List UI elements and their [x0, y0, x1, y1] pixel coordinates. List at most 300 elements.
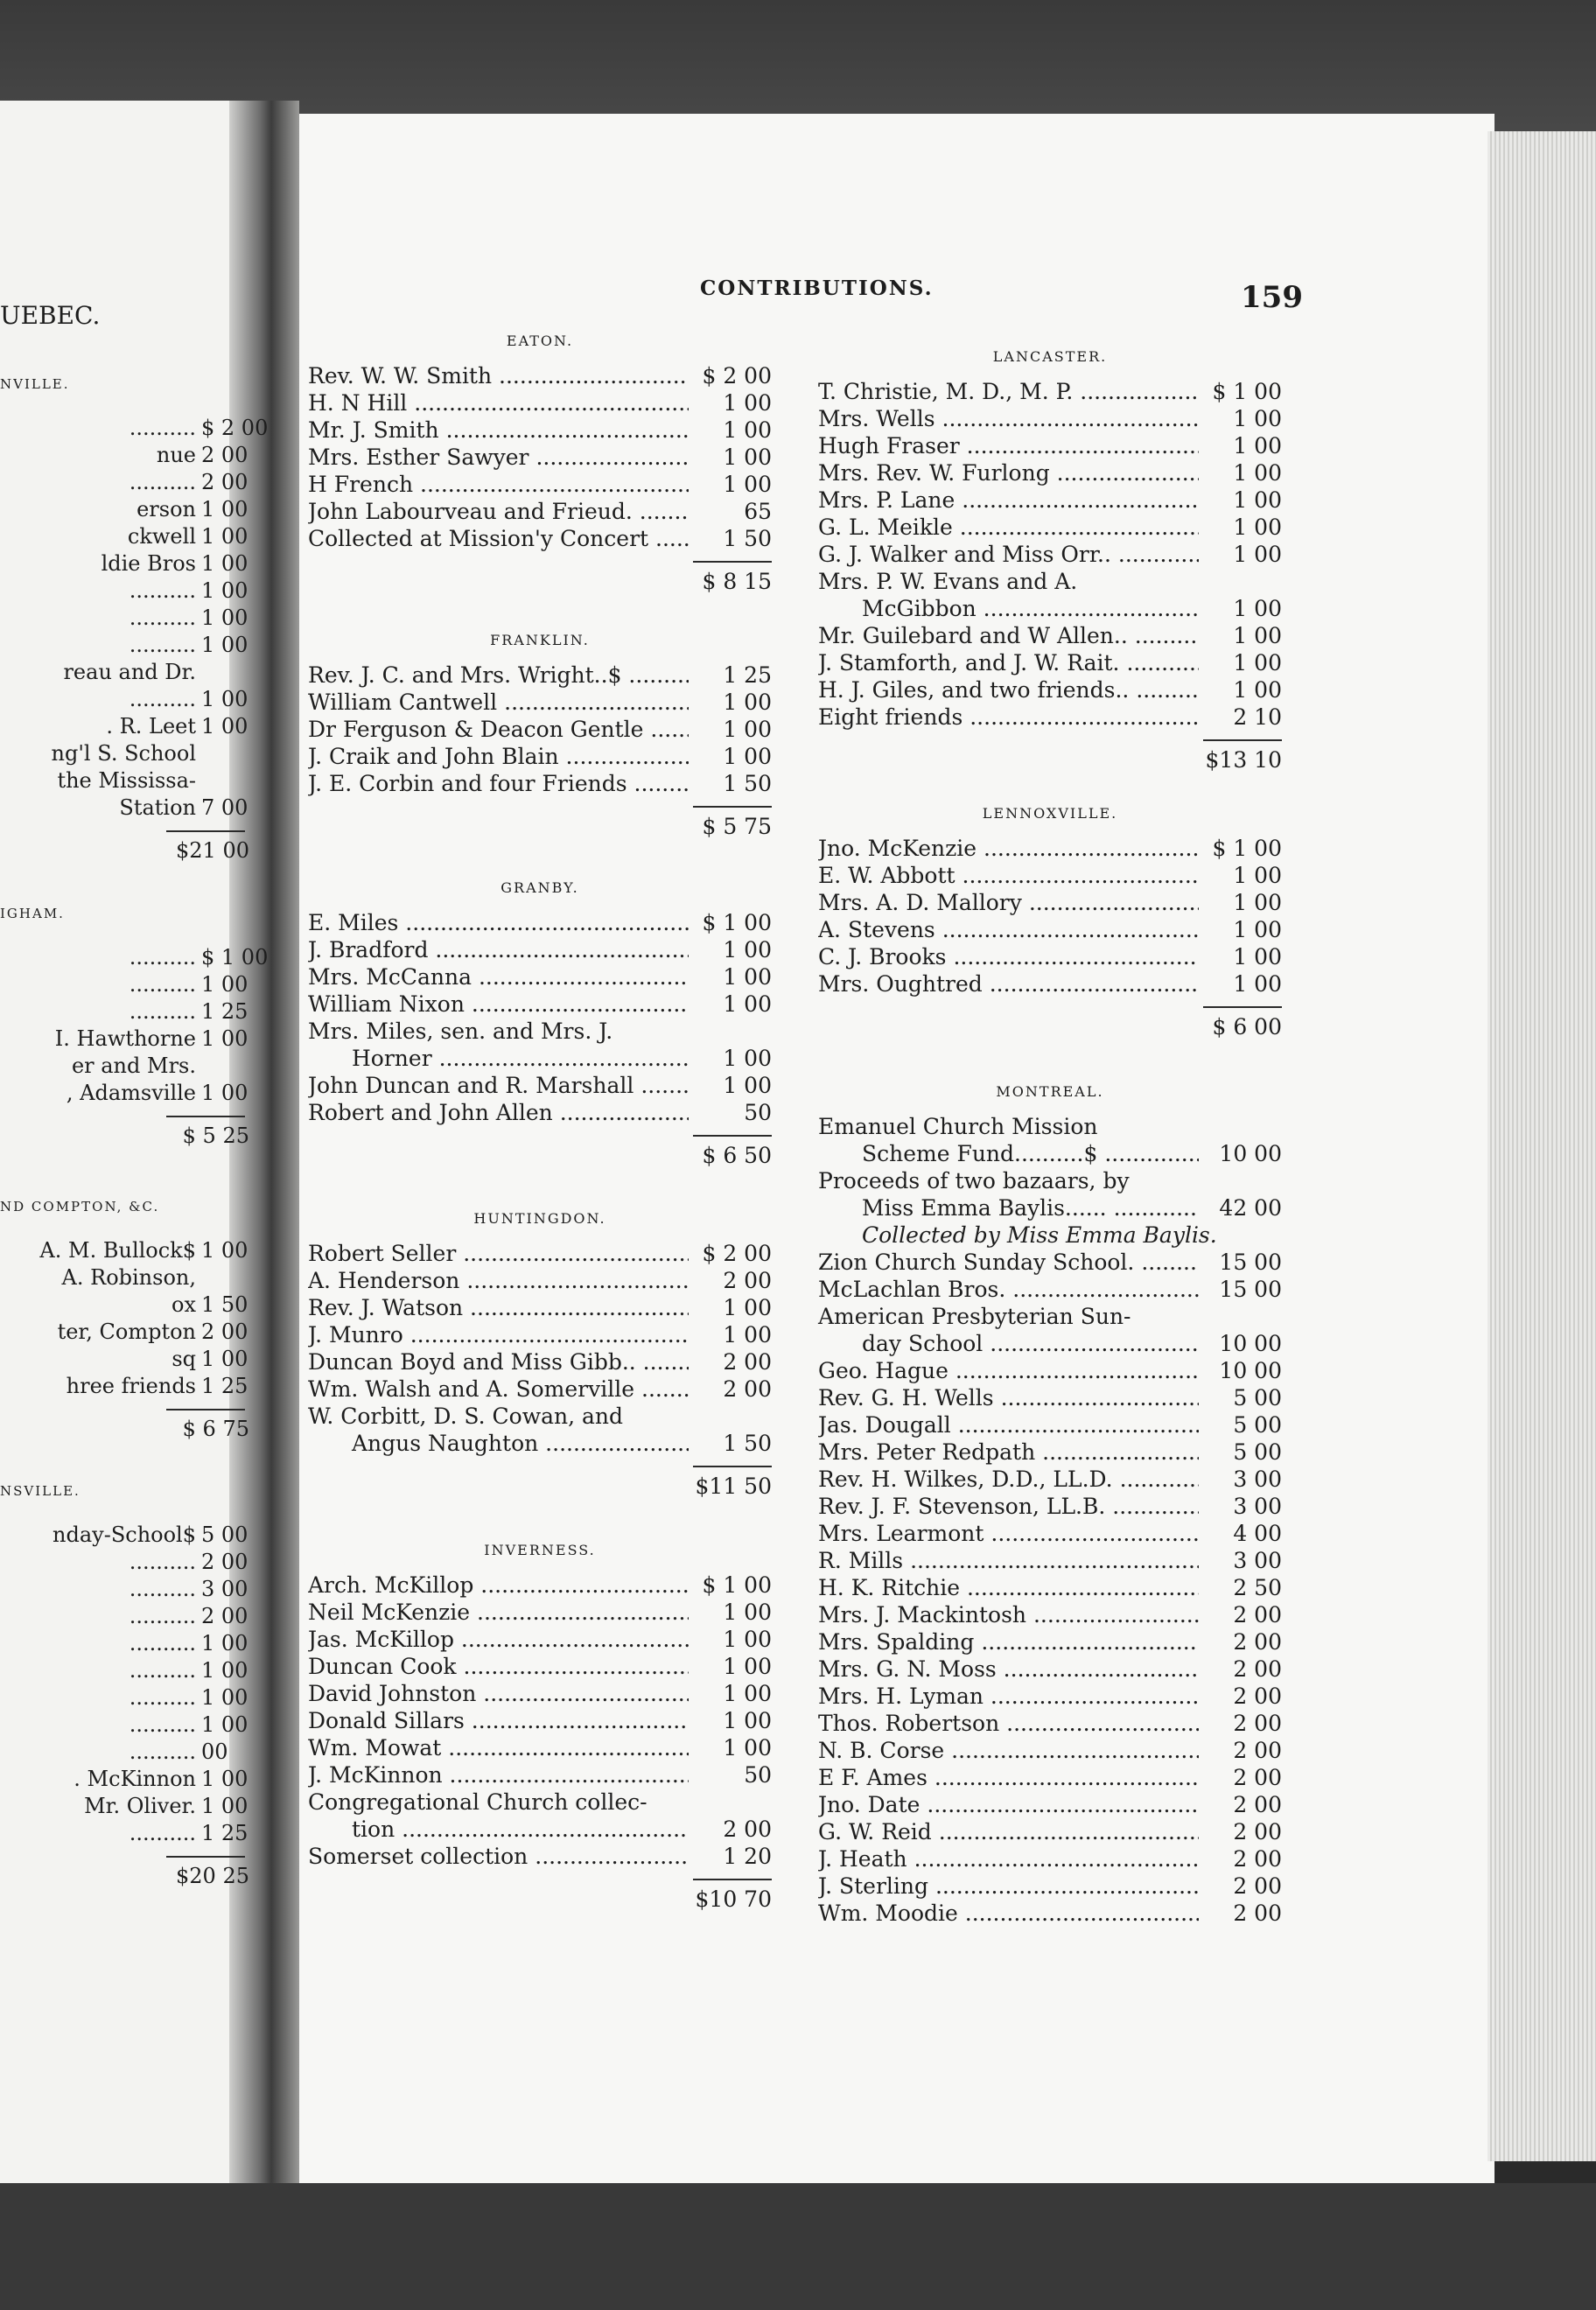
entry-amount — [201, 767, 249, 794]
entry-amount: 1 00 — [201, 972, 248, 997]
entry-amount: 1 00 — [723, 1654, 772, 1679]
entry-amount: 4 00 — [1233, 1521, 1282, 1546]
list-item — [0, 794, 249, 822]
entry-amount: 1 00 — [723, 690, 772, 715]
entry-name: Mrs. H. Lyman ..... — [818, 1683, 1199, 1710]
list-item — [818, 1249, 1282, 1276]
list-item — [308, 1240, 772, 1267]
list-item — [0, 659, 249, 686]
list-item — [818, 649, 1282, 676]
entry-name: Mr. Guilebard and W Allen.. ..... — [818, 622, 1199, 649]
entry-amount: 2 00 — [1233, 1684, 1282, 1709]
entry-amount: 1 00 — [201, 633, 248, 657]
entry-amount — [201, 1264, 249, 1292]
entry-name: Hugh Fraser ..... — [818, 432, 1199, 459]
list-item — [0, 1576, 249, 1603]
entry-amount: 1 25 — [201, 1374, 248, 1398]
list-item — [818, 405, 1282, 432]
entry-amount: 2 00 — [201, 1604, 248, 1628]
entry-amount: 50 — [744, 1100, 772, 1125]
entry-name: J. Sterling ..... — [818, 1872, 1199, 1900]
section-total: $ 5 75 — [702, 814, 772, 839]
entry-amount: 1 00 — [1233, 650, 1282, 676]
entry-name: Rev. W. W. Smith ..... — [308, 362, 689, 389]
list-item — [308, 416, 772, 444]
entry-name: Wm. Moodie ..... — [818, 1900, 1199, 1927]
entry-name: Rev. G. H. Wells ..... — [818, 1384, 1199, 1411]
list-item — [818, 459, 1282, 486]
entry-name: .......... — [129, 416, 196, 440]
list-item — [818, 514, 1282, 541]
list-item — [0, 1793, 249, 1820]
entry-name: ldie Bros — [101, 551, 196, 576]
list-item — [0, 1549, 249, 1576]
entry-name: Mrs. A. D. Mallory ..... — [818, 889, 1199, 916]
list-item — [818, 835, 1282, 862]
entry-name: J. E. Corbin and four Friends ..... — [308, 770, 689, 797]
total-rule — [166, 1856, 245, 1858]
section-total: $20 25 — [176, 1864, 249, 1888]
entry-name: Jno. McKenzie ..... — [818, 835, 1199, 862]
list-item — [308, 362, 772, 389]
entry-name: Robert Seller ..... — [308, 1240, 689, 1267]
entry-name: nue — [156, 443, 196, 467]
entry-name: .......... — [129, 1658, 196, 1683]
entry-amount: 1 00 — [723, 1600, 772, 1625]
total-rule — [1203, 1006, 1282, 1008]
entry-name: .......... — [129, 1712, 196, 1737]
section-total: $11 50 — [695, 1474, 772, 1499]
entry-amount: 5 00 — [1233, 1439, 1282, 1465]
list-item — [818, 862, 1282, 889]
entry-name: reau and Dr. — [63, 660, 196, 684]
entry-amount: 1 00 — [1233, 460, 1282, 486]
list-item — [818, 970, 1282, 998]
entry-amount: 3 00 — [1233, 1548, 1282, 1573]
entry-name: E. W. Abbott ..... — [818, 862, 1199, 889]
list-item — [308, 936, 772, 963]
entry-amount: 10 00 — [1219, 1358, 1282, 1383]
entry-name: John Duncan and R. Marshall ..... — [308, 1072, 689, 1099]
list-item — [818, 1547, 1282, 1574]
entry-name: Mrs. P. W. Evans and A. — [818, 569, 1078, 594]
entry-name: Mr. Oliver. — [84, 1794, 196, 1818]
list-item — [0, 605, 249, 632]
list-item — [308, 1294, 772, 1321]
entry-name: A. Stevens ..... — [818, 916, 1199, 943]
list-item — [308, 1376, 772, 1403]
entry-name: ng'l S. School — [51, 741, 196, 766]
entry-amount: 1 00 — [201, 551, 248, 576]
entry-amount: 2 00 — [201, 443, 248, 467]
entry-name: N. B. Corse ..... — [818, 1737, 1199, 1764]
section-heading: ND COMPTON, &C. — [0, 1199, 160, 1214]
list-item — [818, 1438, 1282, 1466]
list-item — [308, 1599, 772, 1626]
entry-name: Rev. H. Wilkes, D.D., LL.D. ..... — [818, 1466, 1199, 1493]
entry-amount: 1 00 — [201, 1794, 248, 1818]
section-total: $13 10 — [1205, 747, 1282, 773]
entry-amount: 2 00 — [1233, 1873, 1282, 1899]
list-item — [818, 1628, 1282, 1656]
list-item — [308, 1680, 772, 1707]
entry-amount: 1 00 — [723, 1322, 772, 1348]
entry-name: William Cantwell ..... — [308, 689, 689, 716]
entry-name: William Nixon ..... — [308, 990, 689, 1018]
entry-amount: 2 00 — [201, 1550, 248, 1574]
list-item — [818, 1900, 1282, 1927]
list-item — [0, 1026, 249, 1053]
list-item — [818, 1845, 1282, 1872]
list-item — [0, 686, 249, 713]
total-rule — [1203, 739, 1282, 741]
entry-name: Rev. J. Watson ..... — [308, 1294, 689, 1321]
entry-name: Station — [119, 795, 196, 820]
entry-name: E. Miles ..... — [308, 909, 689, 936]
total-rule — [693, 561, 772, 563]
entry-name: Mrs. Rev. W. Furlong ..... — [818, 459, 1199, 486]
entry-amount: 2 00 — [1233, 1900, 1282, 1926]
entry-name: Jno. Date ..... — [818, 1791, 1199, 1818]
entry-name: Somerset collection ..... — [308, 1843, 689, 1870]
entry-name: Jas. Dougall ..... — [818, 1411, 1199, 1438]
entry-name: Mrs. Wells ..... — [818, 405, 1199, 432]
entry-name: Thos. Robertson ..... — [818, 1710, 1199, 1737]
section-heading: EATON. — [506, 332, 574, 349]
entry-amount: 1 00 — [201, 497, 248, 522]
list-item — [818, 1466, 1282, 1493]
entry-name: G. J. Walker and Miss Orr.. ..... — [818, 541, 1199, 568]
list-item — [818, 1330, 1282, 1357]
list-item — [308, 743, 772, 770]
entry-name: A. Robinson, — [61, 1265, 196, 1290]
list-item — [308, 1572, 772, 1599]
entry-name: Duncan Boyd and Miss Gibb.. ..... — [308, 1348, 689, 1376]
section-heading: MONTREAL. — [996, 1083, 1104, 1100]
entry-amount: 2 00 — [1233, 1602, 1282, 1628]
section-heading: IGHAM. — [0, 906, 65, 921]
entry-amount: 1 00 — [1233, 406, 1282, 431]
entry-name: Donald Sillars ..... — [308, 1707, 689, 1734]
entry-amount: 2 00 — [723, 1816, 772, 1842]
list-item — [0, 496, 249, 523]
entry-name: Mrs. McCanna ..... — [308, 963, 689, 990]
entry-amount: 2 00 — [723, 1349, 772, 1375]
entry-amount: 2 50 — [1233, 1575, 1282, 1600]
entry-amount: $ 1 00 — [1212, 379, 1282, 404]
entry-amount: 1 00 — [723, 472, 772, 497]
entry-amount: 1 00 — [201, 1712, 248, 1737]
list-item — [0, 1712, 249, 1739]
list-item — [0, 442, 249, 469]
list-item — [308, 689, 772, 716]
entry-name: McLachlan Bros. ..... — [818, 1276, 1199, 1303]
entry-amount: 2 00 — [1233, 1711, 1282, 1736]
entry-amount: 1 00 — [1233, 863, 1282, 888]
section-total: $ 6 50 — [702, 1143, 772, 1168]
entry-name: er and Mrs. — [71, 1054, 196, 1078]
list-item — [818, 595, 1282, 622]
entry-amount — [201, 1053, 249, 1080]
entry-amount: 1 00 — [723, 1073, 772, 1098]
list-item — [308, 1816, 772, 1843]
entry-name: T. Christie, M. D., M. P. ..... — [818, 378, 1199, 405]
entry-amount: 10 00 — [1219, 1331, 1282, 1356]
entry-name: .......... — [129, 999, 196, 1024]
entry-amount: 2 00 — [1233, 1846, 1282, 1872]
entry-amount: 1 00 — [201, 1658, 248, 1683]
total-rule — [166, 1409, 245, 1410]
list-item — [0, 1766, 249, 1793]
list-item — [818, 1520, 1282, 1547]
entry-name: J. Stamforth, and J. W. Rait. ..... — [818, 649, 1199, 676]
list-item — [818, 486, 1282, 514]
page-number: 159 — [1241, 280, 1303, 315]
entry-name: Geo. Hague ..... — [818, 1357, 1199, 1384]
list-item — [818, 1493, 1282, 1520]
entry-name: G. L. Meikle ..... — [818, 514, 1199, 541]
list-item — [0, 740, 249, 767]
entry-amount: 1 00 — [201, 578, 248, 603]
entry-amount: 1 00 — [201, 687, 248, 711]
entry-name: H. J. Giles, and two friends.. ..... — [818, 676, 1199, 704]
section-total: $ 8 15 — [702, 569, 772, 594]
list-item — [0, 944, 269, 971]
entry-name: Congregational Church collec- — [308, 1789, 648, 1815]
list-item — [0, 713, 249, 740]
entry-name: .......... — [129, 1821, 196, 1845]
list-item — [0, 632, 249, 659]
list-item — [308, 471, 772, 498]
entry-name: J. Craik and John Blain ..... — [308, 743, 689, 770]
entry-amount: 1 20 — [723, 1844, 772, 1869]
section-heading: NVILLE. — [0, 376, 70, 392]
list-item — [0, 1080, 249, 1107]
entry-amount: 1 00 — [723, 1708, 772, 1733]
entry-name: Mrs. Spalding ..... — [818, 1628, 1199, 1656]
entry-name: Robert and John Allen ..... — [308, 1099, 689, 1126]
list-item — [818, 378, 1282, 405]
entry-amount: 2 00 — [1233, 1792, 1282, 1817]
list-item — [818, 1656, 1282, 1683]
entry-amount: 2 00 — [201, 1320, 248, 1344]
entry-amount: 1 00 — [201, 1026, 248, 1051]
list-item — [308, 1761, 772, 1788]
section-heading: INVERNESS. — [484, 1542, 596, 1558]
entry-amount: 3 00 — [201, 1577, 248, 1601]
list-item — [818, 1764, 1282, 1791]
list-item — [0, 1603, 249, 1630]
entry-amount: 10 00 — [1219, 1141, 1282, 1166]
list-item — [818, 1140, 1282, 1167]
entry-name-continued: Scheme Fund..........$ ..... — [818, 1140, 1199, 1167]
list-item — [0, 550, 249, 578]
entry-name: sq — [172, 1347, 196, 1371]
entry-amount: 2 00 — [201, 470, 248, 494]
section-heading: LANCASTER. — [992, 348, 1108, 365]
list-item — [0, 1820, 249, 1847]
entry-name: H. K. Ritchie ..... — [818, 1574, 1199, 1601]
entry-amount: 1 00 — [723, 1627, 772, 1652]
entry-name-continued: Angus Naughton ..... — [308, 1430, 689, 1457]
entry-name: E F. Ames ..... — [818, 1764, 1199, 1791]
entry-name: erson — [136, 497, 196, 522]
entry-name: nday-School$ — [52, 1522, 196, 1547]
section-heading: FRANKLIN. — [490, 632, 590, 648]
entry-amount: 2 00 — [1233, 1738, 1282, 1763]
entry-name: Mrs. G. N. Moss ..... — [818, 1656, 1199, 1683]
list-item — [0, 767, 249, 794]
list-item — [818, 889, 1282, 916]
entry-amount: 50 — [744, 1762, 772, 1788]
list-item — [0, 1319, 249, 1346]
list-item — [818, 676, 1282, 704]
entry-amount: 42 00 — [1219, 1195, 1282, 1221]
list-item — [0, 998, 249, 1026]
entry-amount: $ 1 00 — [1212, 836, 1282, 861]
scan-background-bottom — [0, 2183, 1596, 2310]
entry-amount — [201, 740, 249, 767]
entry-name: Mrs. J. Mackintosh ..... — [818, 1601, 1199, 1628]
entry-amount: 1 00 — [201, 1767, 248, 1791]
list-item — [308, 1430, 772, 1457]
entry-name: Mrs. Esther Sawyer ..... — [308, 444, 689, 471]
entry-name: American Presbyterian Sun- — [818, 1304, 1131, 1329]
entry-amount: 3 00 — [1233, 1494, 1282, 1519]
entry-amount: 5 00 — [1233, 1412, 1282, 1438]
entry-name: Neil McKenzie ..... — [308, 1599, 689, 1626]
list-item — [308, 1707, 772, 1734]
entry-name: .......... — [129, 1685, 196, 1710]
list-item — [0, 523, 249, 550]
total-rule — [693, 1879, 772, 1880]
entry-amount: 1 50 — [723, 771, 772, 796]
list-item — [0, 1684, 249, 1712]
list-item — [818, 1683, 1282, 1710]
list-item — [308, 1348, 772, 1376]
entry-amount: $ 2 00 — [702, 1241, 772, 1266]
entry-name: Mrs. Learmont ..... — [818, 1520, 1199, 1547]
list-item — [308, 770, 772, 797]
entry-name-continued: day School ..... — [818, 1330, 1199, 1357]
entry-amount: 1 00 — [201, 1238, 248, 1263]
entry-name: .......... — [129, 578, 196, 603]
entry-amount: 1 00 — [201, 714, 248, 738]
list-item — [818, 541, 1282, 568]
list-item — [308, 1843, 772, 1870]
list-item — [308, 1072, 772, 1099]
section-total: $10 70 — [695, 1886, 772, 1912]
entry-name: R. Mills ..... — [818, 1547, 1199, 1574]
entry-amount: 1 00 — [723, 937, 772, 962]
entry-amount: 1 00 — [1233, 514, 1282, 540]
entry-amount: 1 00 — [723, 1735, 772, 1760]
total-rule — [693, 1466, 772, 1467]
entry-name: A. Henderson ..... — [308, 1267, 689, 1294]
list-item — [308, 444, 772, 471]
section-heading: NSVILLE. — [0, 1483, 80, 1499]
entry-amount: $ 1 00 — [702, 910, 772, 935]
list-item — [818, 1737, 1282, 1764]
entry-amount: 1 00 — [201, 606, 248, 630]
list-item — [0, 415, 269, 442]
entry-amount: $ 2 00 — [702, 363, 772, 388]
entry-name: Zion Church Sunday School. ..... — [818, 1249, 1199, 1276]
entry-name: . R. Leet — [106, 714, 196, 738]
entry-amount: 1 25 — [201, 999, 248, 1024]
section-total: $ 6 00 — [1212, 1014, 1282, 1040]
entry-amount: 00 — [201, 1740, 228, 1764]
entry-name: Mrs. Miles, sen. and Mrs. J. — [308, 1018, 613, 1044]
list-item — [818, 1411, 1282, 1438]
list-item — [818, 432, 1282, 459]
entry-name: J. McKinnon ..... — [308, 1761, 689, 1788]
entry-amount: 1 00 — [201, 1081, 248, 1105]
entry-name: .......... — [129, 633, 196, 657]
list-item — [0, 1346, 249, 1373]
list-item — [818, 704, 1282, 731]
total-rule — [693, 806, 772, 808]
entry-amount: 15 00 — [1219, 1277, 1282, 1302]
collector-note: Collected by Miss Emma Baylis. — [862, 1222, 1217, 1248]
list-item — [0, 1739, 249, 1766]
entry-name: I. Hawthorne — [54, 1026, 196, 1051]
list-item — [308, 1267, 772, 1294]
entry-amount: 2 00 — [1233, 1656, 1282, 1682]
entry-amount: 1 00 — [1233, 944, 1282, 970]
entry-name: .......... — [129, 606, 196, 630]
entry-amount: 1 00 — [1233, 433, 1282, 458]
list-item — [308, 498, 772, 525]
entry-name: , Adamsville — [66, 1081, 196, 1105]
entry-amount: $ 2 00 — [201, 416, 269, 440]
entry-name: hree friends — [66, 1374, 196, 1398]
entry-name: Proceeds of two bazaars, by — [818, 1168, 1130, 1194]
entry-amount: 3 00 — [1233, 1466, 1282, 1492]
left-running-head: UEBEC. — [0, 301, 101, 330]
entry-name: .......... — [129, 945, 196, 970]
entry-amount: 1 00 — [201, 1347, 248, 1371]
section-total: $21 00 — [176, 838, 249, 863]
list-item — [308, 963, 772, 990]
entry-amount: $ 1 00 — [201, 945, 269, 970]
list-item — [308, 1734, 772, 1761]
entry-amount: 1 00 — [1233, 596, 1282, 621]
entry-amount: 1 00 — [1233, 487, 1282, 513]
list-item — [818, 1357, 1282, 1384]
list-item — [818, 1574, 1282, 1601]
total-rule — [693, 1135, 772, 1137]
entry-amount: 5 00 — [201, 1522, 248, 1547]
entry-amount: 2 00 — [723, 1268, 772, 1293]
entry-name-continued: tion ..... — [308, 1816, 689, 1843]
entry-name: Jas. McKillop ..... — [308, 1626, 689, 1653]
entry-name-continued: Horner ..... — [308, 1045, 689, 1072]
list-item — [818, 1194, 1282, 1222]
list-item — [0, 469, 249, 496]
list-item — [0, 1053, 249, 1080]
list-item — [308, 909, 772, 936]
entry-name: .......... — [129, 470, 196, 494]
entry-amount: 1 25 — [723, 662, 772, 688]
list-item — [818, 1601, 1282, 1628]
entry-amount: 1 00 — [723, 390, 772, 416]
entry-amount: 1 50 — [201, 1292, 248, 1317]
list-item — [0, 1373, 249, 1400]
entry-name: Mrs. Peter Redpath ..... — [818, 1438, 1199, 1466]
entry-name: W. Corbitt, D. S. Cowan, and — [308, 1404, 623, 1429]
entry-name: Eight friends ..... — [818, 704, 1199, 731]
